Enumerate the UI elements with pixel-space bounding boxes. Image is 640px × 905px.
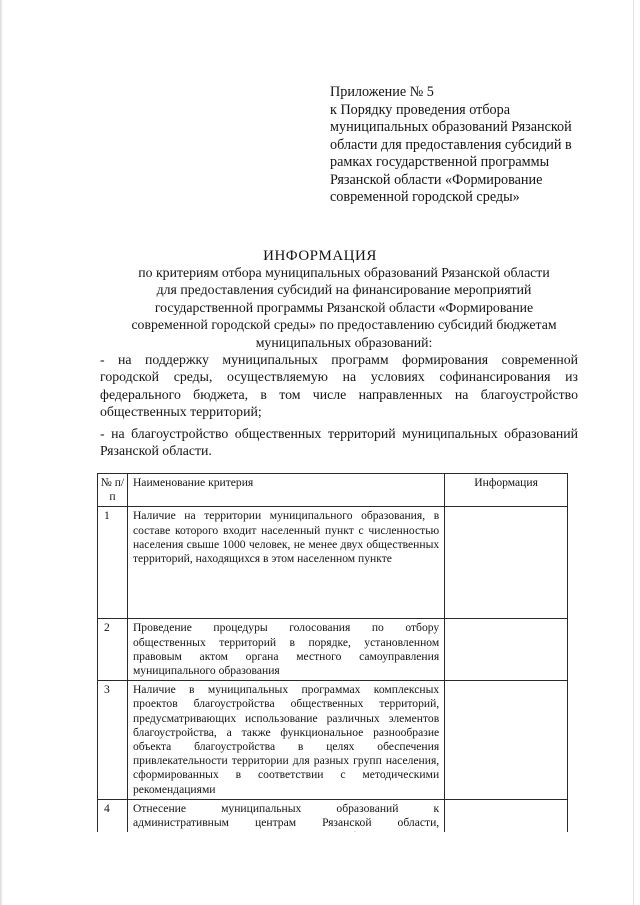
table-row bbox=[98, 507, 568, 619]
scan-edge-left bbox=[0, 0, 3, 905]
row-criterion: Наличие в муниципальных программах комплексных проектов благоустройства общественных территорий, предусматривающих использование различных элементов благоустройства, а также функциональное разнообразие объекта благоустройства в целях обеспечения привлекательности территории для разных групп населения, сформированных в соответствии с методическими рекомендациями bbox=[127, 681, 444, 800]
bullet-subsidy-programs: - на поддержку муниципальных программ формирования современной городской среды, осуществляемую на условиях софинансирования из федерального бюджета, в том числе направленных на благоустройство общественных территорий; bbox=[100, 352, 578, 420]
row-criterion: Наличие на территории муниципального образования, в составе которого входит населенный пункт с численностью населения свыше 1000 человек, не менее двух общественных территорий, находящихся в этом населенном пункте bbox=[127, 507, 444, 619]
table-header-row bbox=[98, 474, 568, 507]
document-title: ИНФОРМАЦИЯ bbox=[263, 248, 377, 264]
appendix-line: области для предоставления субсидий в bbox=[330, 136, 572, 153]
table-row bbox=[98, 681, 568, 800]
appendix-line: Рязанской области «Формирование bbox=[330, 171, 543, 188]
document-intro bbox=[100, 264, 588, 351]
intro-line: современной городской среды» по предоставлению субсидий бюджетам bbox=[131, 317, 557, 333]
appendix-line: Приложение № 5 bbox=[330, 84, 434, 100]
intro-line: муниципальных образований: bbox=[255, 334, 433, 350]
row-num: 4 bbox=[98, 799, 128, 875]
intro-line: для предоставления субсидий на финансирование мероприятий bbox=[156, 282, 532, 298]
appendix-line: рамках государственной программы bbox=[330, 154, 550, 170]
row-num: 2 bbox=[98, 619, 128, 681]
header-info: Информация bbox=[445, 474, 568, 507]
row-num: 3 bbox=[98, 681, 128, 800]
scan-edge-right bbox=[633, 0, 634, 905]
header-num: № п/п bbox=[98, 474, 128, 507]
table-row bbox=[98, 619, 568, 681]
criteria-table bbox=[97, 473, 568, 876]
row-criterion: Проведение процедуры голосования по отбору общественных территорий в порядке, установленном правовым актом органа местного самоуправления муниципального образования bbox=[127, 619, 444, 681]
row-info bbox=[445, 507, 568, 619]
header-name: Наименование критерия bbox=[127, 474, 444, 507]
row-num: 1 bbox=[98, 507, 128, 619]
intro-line: государственной программы Рязанской области «Формирование bbox=[154, 299, 534, 315]
appendix-header bbox=[330, 84, 600, 207]
intro-line: по критериям отбора муниципальных образований Рязанской области bbox=[138, 265, 550, 280]
row-info bbox=[445, 619, 568, 681]
row-criterion: Отнесение муниципальных образований к административным центрам Рязанской области, bbox=[127, 799, 444, 875]
row-info bbox=[445, 681, 568, 800]
appendix-line: современной городской среды» bbox=[330, 189, 520, 205]
appendix-line: муниципальных образований Рязанской bbox=[330, 119, 572, 135]
bullet-subsidy-territories: - на благоустройство общественных территорий муниципальных образований Рязанской области. bbox=[100, 426, 578, 459]
appendix-line: к Порядку проведения отбора bbox=[330, 101, 511, 118]
page-bottom-margin bbox=[90, 832, 580, 905]
